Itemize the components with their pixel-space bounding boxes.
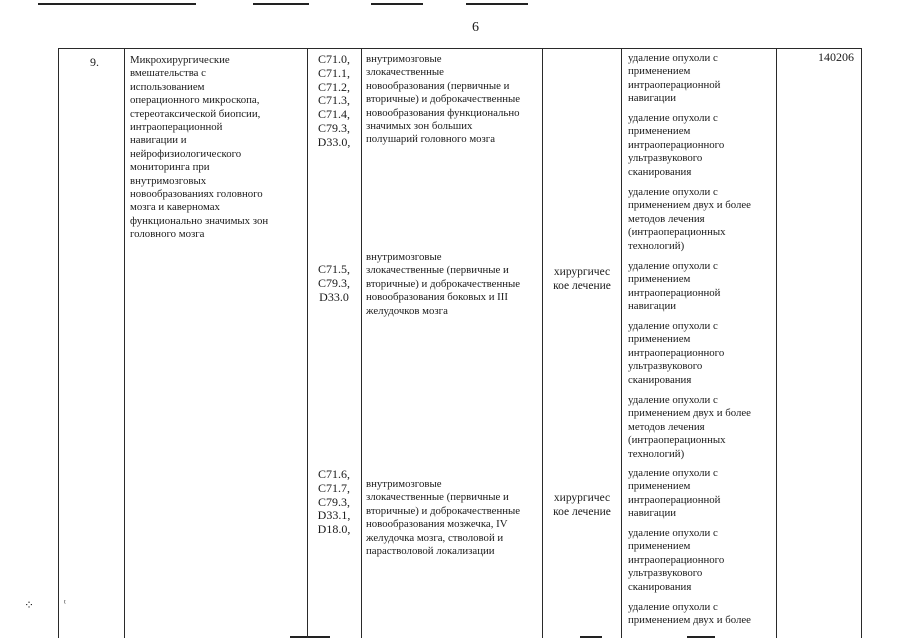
table-border-col-6 — [776, 48, 777, 638]
scan-top-line-1 — [38, 3, 196, 5]
table-border-col-2 — [307, 48, 308, 638]
scan-bottom-line-1 — [290, 636, 330, 638]
diagnosis-group-1: внутримозговые злокачественные новообразования (первичные и вторичные) и доброкачественные новообразования функционально значимых зон больших полушарий головного мозга — [366, 53, 521, 146]
table-border-col-5 — [621, 48, 622, 638]
row-number: 9. — [90, 55, 99, 69]
scan-speck-mark: ᵗ — [64, 598, 66, 609]
table-border-right — [861, 48, 862, 638]
intervention-code: 140206 — [818, 50, 854, 64]
icd-codes-group-3: C71.6, C71.7, C79.3, D33.1, D18.0, — [317, 467, 351, 537]
method-3-3: удаление опухоли с применением двух и более — [628, 601, 751, 627]
icd-codes-group-2: C71.5, C79.3, D33.0 — [317, 262, 350, 304]
diagnosis-group-2: внутримозговые злокачественные (первичные и вторичные) и доброкачественные новообразования боковых и III желудочков мозга — [366, 251, 521, 317]
method-1-3: удаление опухоли с применением двух и более методов лечения (интраоперационных технологий) — [628, 186, 751, 252]
scan-speck-mark: ⁘ — [24, 598, 35, 612]
intervention-name: Микрохирургические вмешательства с использованием операционного микроскопа, стереотаксической биопсии, интраоперационной навигации и нейрофизиологического мониторинга при внутримозговых новообразованиях головного мозга и каверномах функционально значимых зон головного мозга — [130, 54, 269, 241]
method-2-3: удаление опухоли с применением двух и более методов лечения (интраоперационных технологий) — [628, 394, 751, 460]
method-3-2: удаление опухоли с применением интраоперационного ультразвукового сканирования — [628, 527, 725, 593]
method-2-1: удаление опухоли с применением интраоперационной навигации — [628, 260, 721, 313]
method-1-2: удаление опухоли с применением интраоперационного ультразвукового сканирования — [628, 112, 725, 178]
icd-codes-group-1: C71.0, C71.1, C71.2, C71.3, C71.4, C79.3, D33.0, — [317, 52, 351, 149]
method-2-2: удаление опухоли с применением интраоперационного ультразвукового сканирования — [628, 320, 725, 386]
diagnosis-group-3: внутримозговые злокачественные (первичные и вторичные) и доброкачественные новообразования мозжечка, IV желудочка мозга, стволовой и парастволовой локализации — [366, 478, 521, 558]
page-number: 6 — [472, 20, 479, 35]
method-3-1: удаление опухоли с применением интраоперационной навигации — [628, 467, 721, 520]
treatment-type-group-3: хирургичес кое лечение — [553, 492, 611, 518]
scan-top-line-3 — [371, 3, 423, 5]
table-top-border — [58, 48, 862, 49]
scan-bottom-line-2 — [580, 636, 602, 638]
table-border-col-4 — [542, 48, 543, 638]
method-1-1: удаление опухоли с применением интраоперационной навигации — [628, 52, 721, 105]
scan-top-line-2 — [253, 3, 309, 5]
table-border-col-3 — [361, 48, 362, 638]
treatment-type-group-2: хирургичес кое лечение — [553, 266, 611, 292]
scan-bottom-line-3 — [687, 636, 715, 638]
scan-top-line-4 — [466, 3, 528, 5]
table-border-left — [58, 48, 59, 638]
table-border-col-1 — [124, 48, 125, 638]
